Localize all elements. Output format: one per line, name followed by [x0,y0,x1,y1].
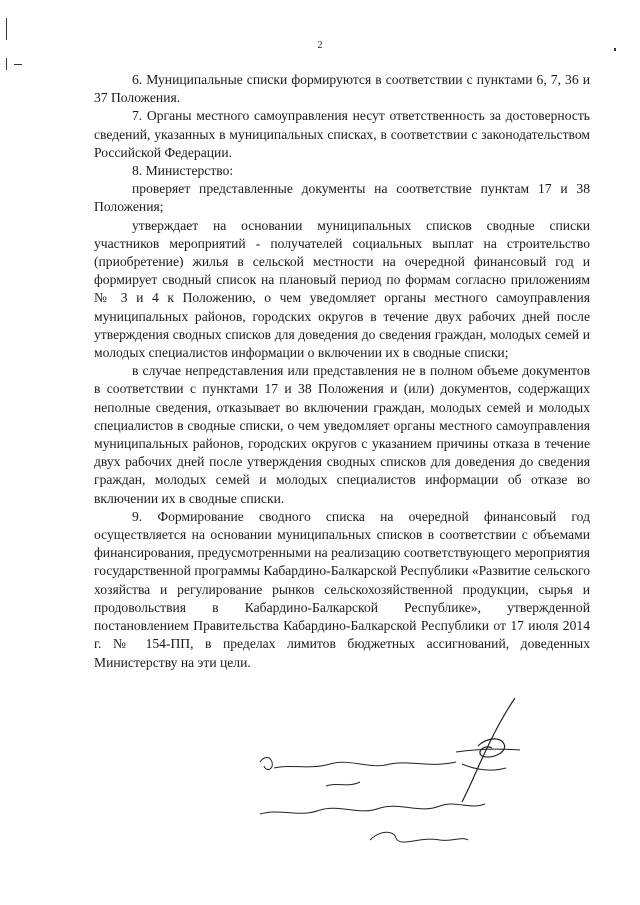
left-margin-mark-bottom [6,58,7,70]
paragraph-7: 7. Органы местного самоуправления несут ответственность за достоверность сведений, указанных в муниципальных списках, в соответствии с законодательством Российской Федерации. [94,108,590,160]
left-margin-tick [14,64,22,65]
paragraph-8-refuse: в случае непредставления или представления не в полном объеме документов в соответствии с пунктами 17 и 38 Положения и (или) документов, содержащих неполные сведения, отказывает во включении граждан, молодых семей и молодых специалистов в сводные списки, о чем уведомляет органы местного самоуправления муниципальных районов, городских округов с указанием причины отказа в течение двух рабочих дней после утверждения сводных списков для доведения до сведения граждан, молодых семей и молодых специалистов информации об отказе во включении их в сводные списки. [94,363,590,506]
page-number: 2 [317,40,323,51]
paragraph-8-approve: утверждает на основании муниципальных списков сводные списки участников мероприятий - получателей социальных выплат на строительство (приобретение) жилья в сельской местности на очередной финансовый год и формирует сводный список на плановый период по формам согласно приложениям № 3 и 4 к Положению, о чем уведомляет органы местного самоуправления муниципальных районов, городских округов в течение двух рабочих дней после утверждения сводных списков для доведения до сведения граждан, молодых семей и молодых специалистов информации о включении их в сводные списки; [94,217,590,361]
left-margin-mark-top [6,18,7,40]
paragraph-9: 9. Формирование сводного списка на очередной финансовый год осуществляется на основании муниципальных списков в соответствии с объемами финансирования, предусмотренными на реализацию соответствующего мероприятия государственной программы Кабардино-Балкарской Республики «Развитие сельского хозяйства и регулирование рынков сельскохозяйственной продукции, сырья и продовольствия в Кабардино-Балкарской Республике», утвержденной постановлением Правительства Кабардино-Балкарской Республики от 17 июля 2014 г. № 154-ПП, в пределах лимитов бюджетных ассигнований, доведенных Министерству на эти цели. [94,508,590,670]
handwritten-signature-area [230,690,560,860]
paragraph-6: 6. Муниципальные списки формируются в соответствии с пунктами 6, 7, 36 и 37 Положения. [94,72,590,106]
paragraph-8-check: проверяет представленные документы на соответствие пунктам 17 и 38 Положения; [94,181,590,215]
paragraph-8-heading: 8. Министерство: [132,163,234,179]
handwritten-signature [230,690,560,860]
right-margin-dot [614,48,616,51]
document-body [94,71,590,672]
